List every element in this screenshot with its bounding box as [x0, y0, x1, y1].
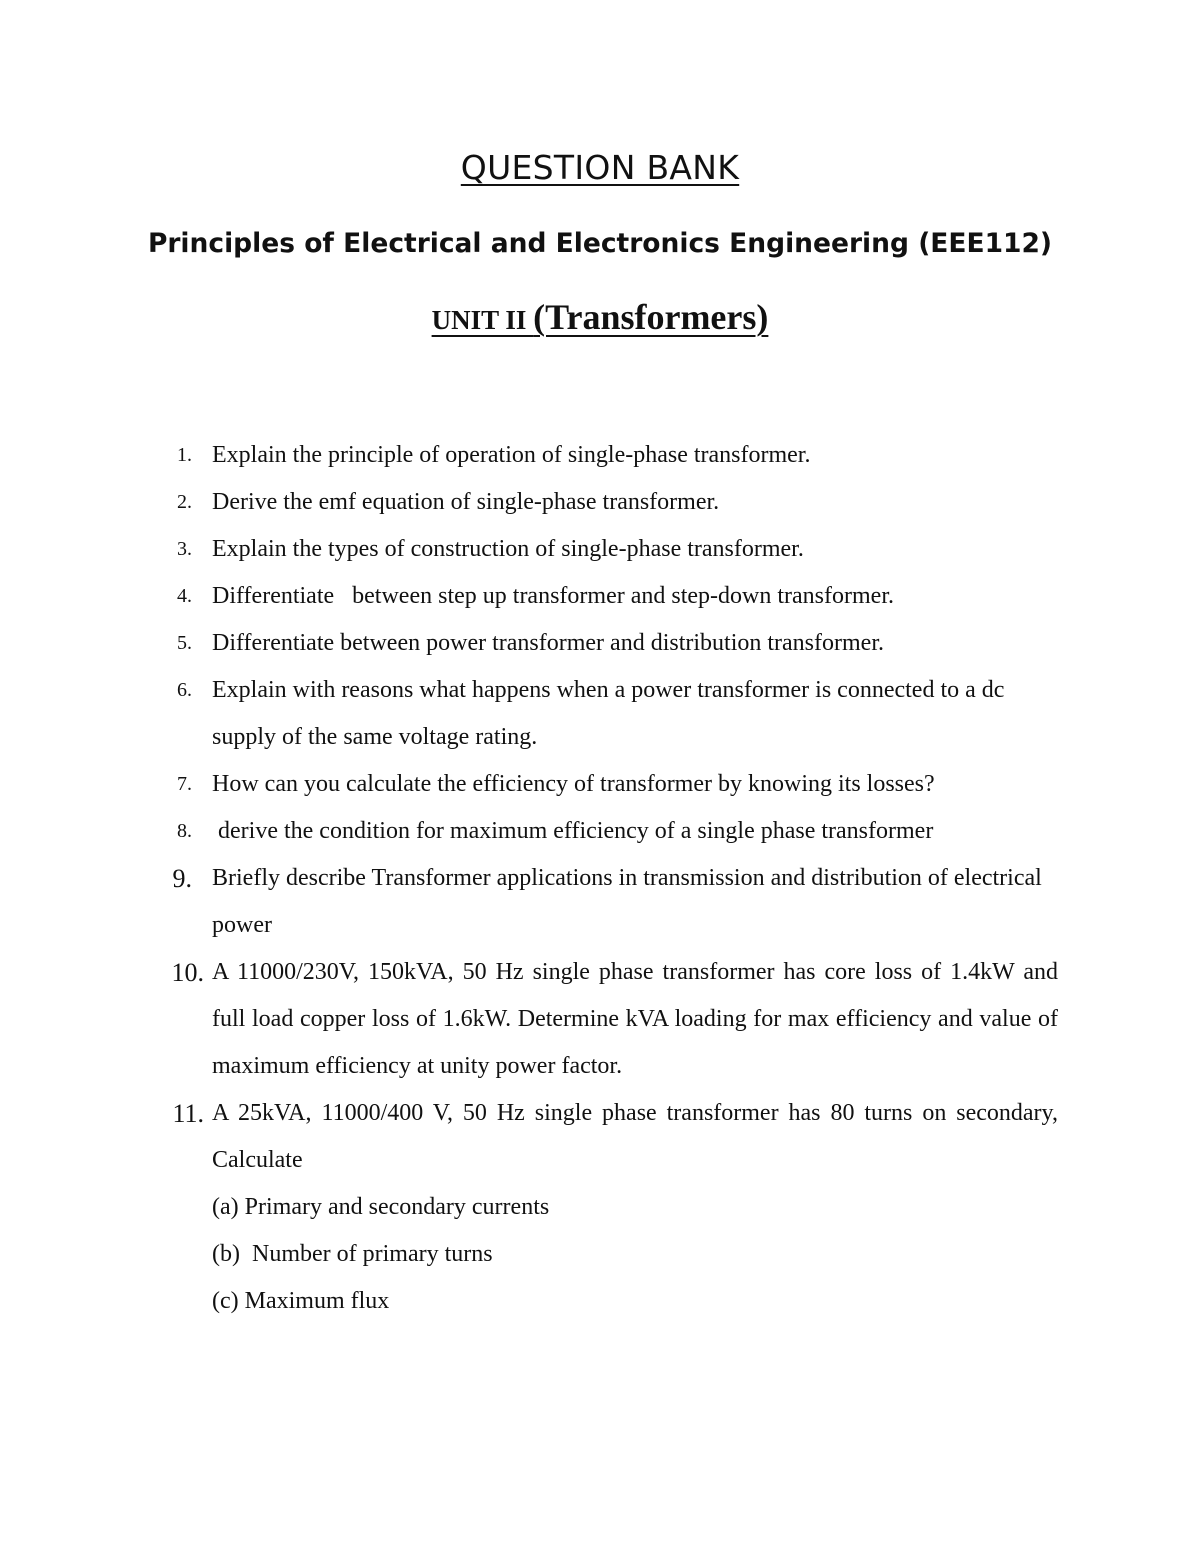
question-item	[0, 667, 1058, 761]
question-text: Differentiate between power transformer and distribution transformer.	[212, 630, 884, 656]
question-item	[0, 620, 1058, 667]
question-text: Explain the principle of operation of single-phase transformer.	[212, 442, 811, 468]
question-text: Derive the emf equation of single-phase transformer.	[212, 489, 720, 515]
question-number: 7.	[177, 773, 192, 795]
question-item	[0, 949, 1058, 1090]
question-text: derive the condition for maximum efficiency of a single phase transformer	[212, 818, 934, 844]
question-number: 9.	[172, 864, 192, 893]
question-item	[0, 432, 1058, 479]
unit-number: UNIT II	[431, 305, 534, 335]
question-number: 2.	[177, 491, 192, 513]
question-item	[0, 761, 1058, 808]
question-text: Explain with reasons what happens when a power transformer is connected to a dc supply of the same voltage rating.	[212, 677, 1005, 750]
question-number: 1.	[177, 444, 192, 466]
question-text: How can you calculate the efficiency of transformer by knowing its losses?	[212, 771, 935, 797]
unit-heading	[0, 296, 1200, 338]
question-text: Differentiate between step up transformer and step-down transformer.	[212, 583, 894, 609]
unit-topic: (Transformers)	[533, 297, 769, 337]
title-text: QUESTION BANK	[460, 148, 740, 187]
question-item	[0, 855, 1058, 949]
question-number: 10.	[171, 958, 204, 987]
question-number: 8.	[177, 820, 192, 842]
question-item	[0, 526, 1058, 573]
subpart-item: (c) Maximum flux	[212, 1288, 390, 1314]
question-text: Explain the types of construction of single-phase transformer.	[212, 536, 804, 562]
question-text: Briefly describe Transformer applications in transmission and distribution of electrical power	[212, 865, 1042, 938]
question-number: 3.	[177, 538, 192, 560]
subpart-item: (b) Number of primary turns	[212, 1241, 493, 1267]
question-number: 11.	[172, 1099, 204, 1128]
unit-heading-underlined	[431, 297, 769, 337]
question-text: A 11000/230V, 150kVA, 50 Hz single phase transformer has core loss of 1.4kW and full load copper loss of 1.6kW. Determine kVA loading for max efficiency and value of maximum efficiency at unity power factor.	[212, 959, 1058, 1079]
question-number: 4.	[177, 585, 192, 607]
question-item	[0, 1090, 1058, 1184]
course-subtitle: Principles of Electrical and Electronics Engineering (EEE112)	[147, 228, 1053, 259]
page-title	[0, 148, 1200, 187]
question-number: 6.	[177, 679, 192, 701]
question-number: 5.	[177, 632, 192, 654]
question-text: A 25kVA, 11000/400 V, 50 Hz single phase transformer has 80 turns on secondary, Calculate	[212, 1100, 1058, 1173]
question-item	[0, 573, 1058, 620]
question-item	[0, 479, 1058, 526]
question-item	[0, 808, 1058, 855]
question-list	[0, 432, 1200, 1325]
subpart-item: (a) Primary and secondary currents	[212, 1194, 550, 1220]
